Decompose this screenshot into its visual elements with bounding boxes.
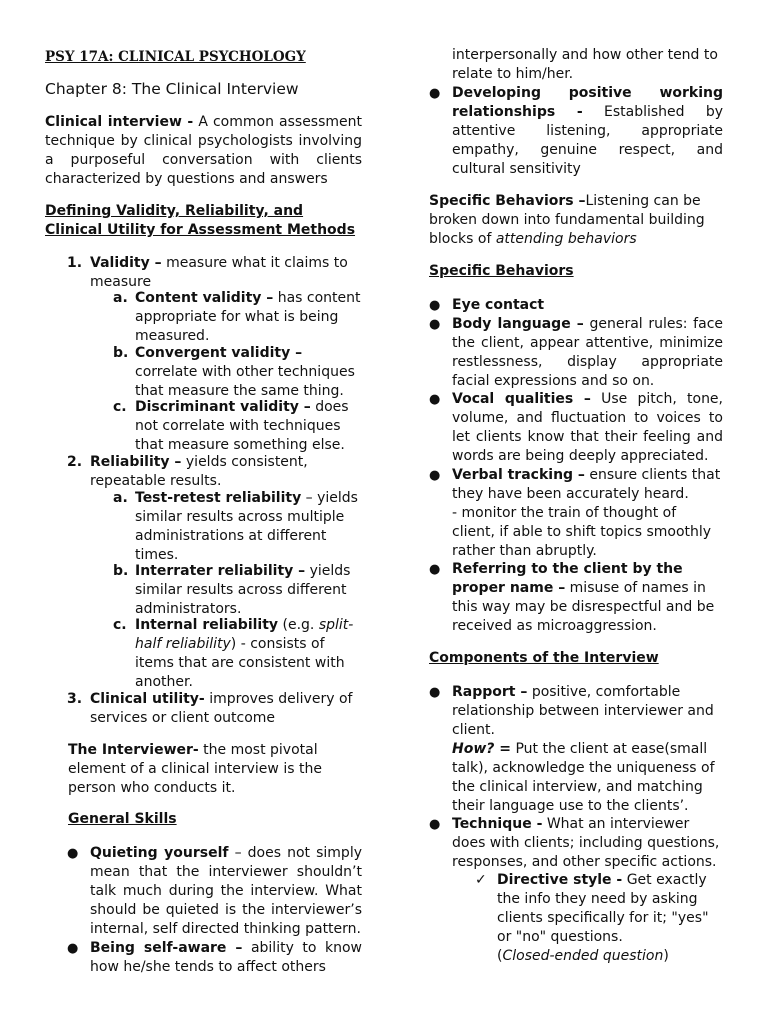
section-heading-validity: [45, 202, 362, 240]
text: ensure clients that they have been accurately heard.: [452, 467, 721, 502]
text: positive, comfortable relationship between interviewer and client.: [452, 684, 714, 738]
list-marker-2: 2.: [67, 454, 83, 470]
interviewer-paragraph: [68, 741, 340, 798]
bullet-icon: ●: [67, 941, 79, 956]
term: Directive style -: [497, 872, 623, 888]
term: Clinical utility-: [90, 691, 205, 707]
sub-item-discriminant-validity: [135, 398, 362, 455]
sub-item-convergent-validity: [135, 344, 362, 401]
text: measure what it claims to measure: [90, 255, 348, 290]
behavior-verbal-tracking: [452, 466, 723, 561]
specific-behaviors-intro: [429, 192, 719, 249]
clinical-interview-definition: [45, 113, 362, 189]
bullet-icon: ●: [429, 298, 441, 313]
bullet-icon: ●: [429, 685, 441, 700]
general-skills-heading: [68, 810, 177, 829]
def-term: Clinical interview -: [45, 114, 194, 130]
bullet-icon: ●: [429, 392, 441, 407]
term: Being self-aware –: [90, 940, 243, 956]
paren-close: ): [663, 948, 669, 964]
text: Get exactly the info they need by asking clients specifically for it; "yes" or "no" questions.: [497, 872, 709, 945]
term: Internal reliability: [135, 617, 279, 633]
eg-prefix: (e.g.: [282, 617, 315, 633]
bullet-icon: ●: [429, 817, 441, 832]
term: Vocal qualities –: [452, 391, 591, 407]
how-text: Put the client at ease(small talk), acknowledge the uniqueness of the clinical interview, and matching their language use to the clients’.: [452, 741, 715, 814]
term: Rapport –: [452, 684, 528, 700]
term: Test-retest reliability: [135, 490, 302, 506]
text: misuse of names in this way may be disrespectful and be received as microaggression.: [452, 580, 715, 634]
check-icon: ✓: [475, 872, 487, 888]
term: Verbal tracking –: [452, 467, 585, 483]
text: general rules: face the client, appear attentive, minimize restlessness, display appropriate facial expressions and so on.: [452, 316, 724, 389]
section-title: Defining Validity, Reliability, and Clinical Utility for Assessment Methods: [45, 203, 356, 238]
term: Quieting yourself: [90, 845, 229, 861]
bullet-icon: ●: [429, 86, 441, 101]
text: What an interviewer does with clients; including questions, responses, and other specific actions.: [452, 816, 720, 870]
text: correlate with other techniques that measure the same thing.: [135, 364, 355, 399]
list-item-reliability: [90, 453, 330, 491]
text: has content appropriate for what is being measured.: [135, 290, 361, 344]
term: Eye contact: [452, 297, 545, 313]
sub-marker-c: c.: [113, 617, 127, 633]
term: Convergent validity –: [135, 345, 303, 361]
list-item-validity: [90, 254, 362, 292]
term: Technique -: [452, 816, 543, 832]
sub-marker-b: b.: [113, 563, 129, 579]
behavior-body-language: [452, 315, 723, 391]
term: Specific Behaviors –: [429, 193, 586, 209]
def-text: A common assessment technique by clinical psychologists involving a purposeful conversation with clients characterized by questions and answers: [45, 114, 363, 187]
text: Established by attentive listening, appropriate empathy, genuine respect, and cultural sensitivity: [452, 104, 724, 177]
component-technique: [452, 815, 723, 872]
course-title: PSY 17A: CLINICAL PSYCHOLOGY: [45, 49, 306, 65]
sub-item-internal-reliability: [135, 616, 362, 692]
components-title: Components of the Interview: [429, 650, 659, 666]
term: Content validity –: [135, 290, 274, 306]
term: Reliability –: [90, 454, 182, 470]
italic-text: Closed-ended question: [502, 948, 664, 964]
term: Interrater reliability –: [135, 563, 306, 579]
sub-marker-a: a.: [113, 290, 128, 306]
specific-behaviors-title: Specific Behaviors: [429, 263, 574, 279]
behavior-proper-name: [452, 560, 723, 636]
general-skills-title: General Skills: [68, 811, 177, 827]
text: Listening can be broken down into fundamental building blocks of: [429, 193, 705, 247]
skill-self-aware: [90, 939, 362, 977]
text: ability to know how he/she tends to affect others: [90, 940, 362, 975]
sub-marker-a: a.: [113, 490, 128, 506]
bullet-icon: ●: [67, 846, 79, 861]
text: ) - consists of items that are consistent with another.: [135, 636, 345, 690]
extra-text: - monitor the train of thought of client, if able to shift topics smoothly rather than abruptly.: [452, 505, 712, 559]
text: yields consistent, repeatable results.: [90, 454, 308, 489]
bullet-icon: ●: [429, 468, 441, 483]
term: Developing positive working relationships -: [452, 85, 723, 120]
eg-italic: split-half reliability: [135, 617, 354, 652]
term: Body language –: [452, 316, 584, 332]
bullet-icon: ●: [429, 562, 441, 577]
term: Validity –: [90, 255, 162, 271]
continued-text: interpersonally and how other tend to relate to him/her.: [452, 47, 718, 82]
list-marker-1: 1.: [67, 255, 83, 271]
components-heading: [429, 649, 659, 668]
sub-marker-c: c.: [113, 399, 127, 415]
text: yields similar results across different administrators.: [135, 563, 351, 617]
sub-marker-b: b.: [113, 345, 129, 361]
directive-style: [497, 871, 723, 966]
specific-behaviors-heading: [429, 262, 574, 281]
behavior-eye-contact: [452, 296, 723, 315]
list-marker-3: 3.: [67, 691, 83, 707]
skill-quieting-yourself: [90, 844, 362, 939]
term: Referring to the client by the proper name –: [452, 561, 683, 596]
component-rapport: [452, 683, 723, 816]
behavior-vocal-qualities: [452, 390, 723, 466]
bullet-icon: ●: [429, 317, 441, 332]
text: does not correlate with techniques that measure something else.: [135, 399, 349, 453]
list-item-clinical-utility: [90, 690, 362, 728]
sub-item-interrater: [135, 562, 362, 619]
sub-item-content-validity: [135, 289, 362, 346]
text: Use pitch, tone, volume, and fluctuation to voices to let clients know that their feeling and words are being deeply appreciated.: [452, 391, 724, 464]
paren-open: (: [497, 948, 503, 964]
text: – does not simply mean that the interviewer shouldn’t talk much during the interview. What should be quieted is the interviewer’s internal, self directed thinking pattern.: [90, 845, 362, 937]
interviewer-text: the most pivotal element of a clinical interview is the person who conducts it.: [68, 742, 322, 796]
text: – yields similar results across multiple administrations at different times.: [135, 490, 358, 563]
term: Discriminant validity –: [135, 399, 311, 415]
how-term: How? =: [452, 741, 511, 757]
chapter-title: Chapter 8: The Clinical Interview: [45, 80, 299, 98]
sub-item-test-retest: [135, 489, 362, 565]
italic-text: attending behaviors: [495, 231, 637, 247]
developing-relationships: [452, 84, 723, 179]
interviewer-term: The Interviewer-: [68, 742, 199, 758]
text: improves delivery of services or client outcome: [90, 691, 353, 726]
